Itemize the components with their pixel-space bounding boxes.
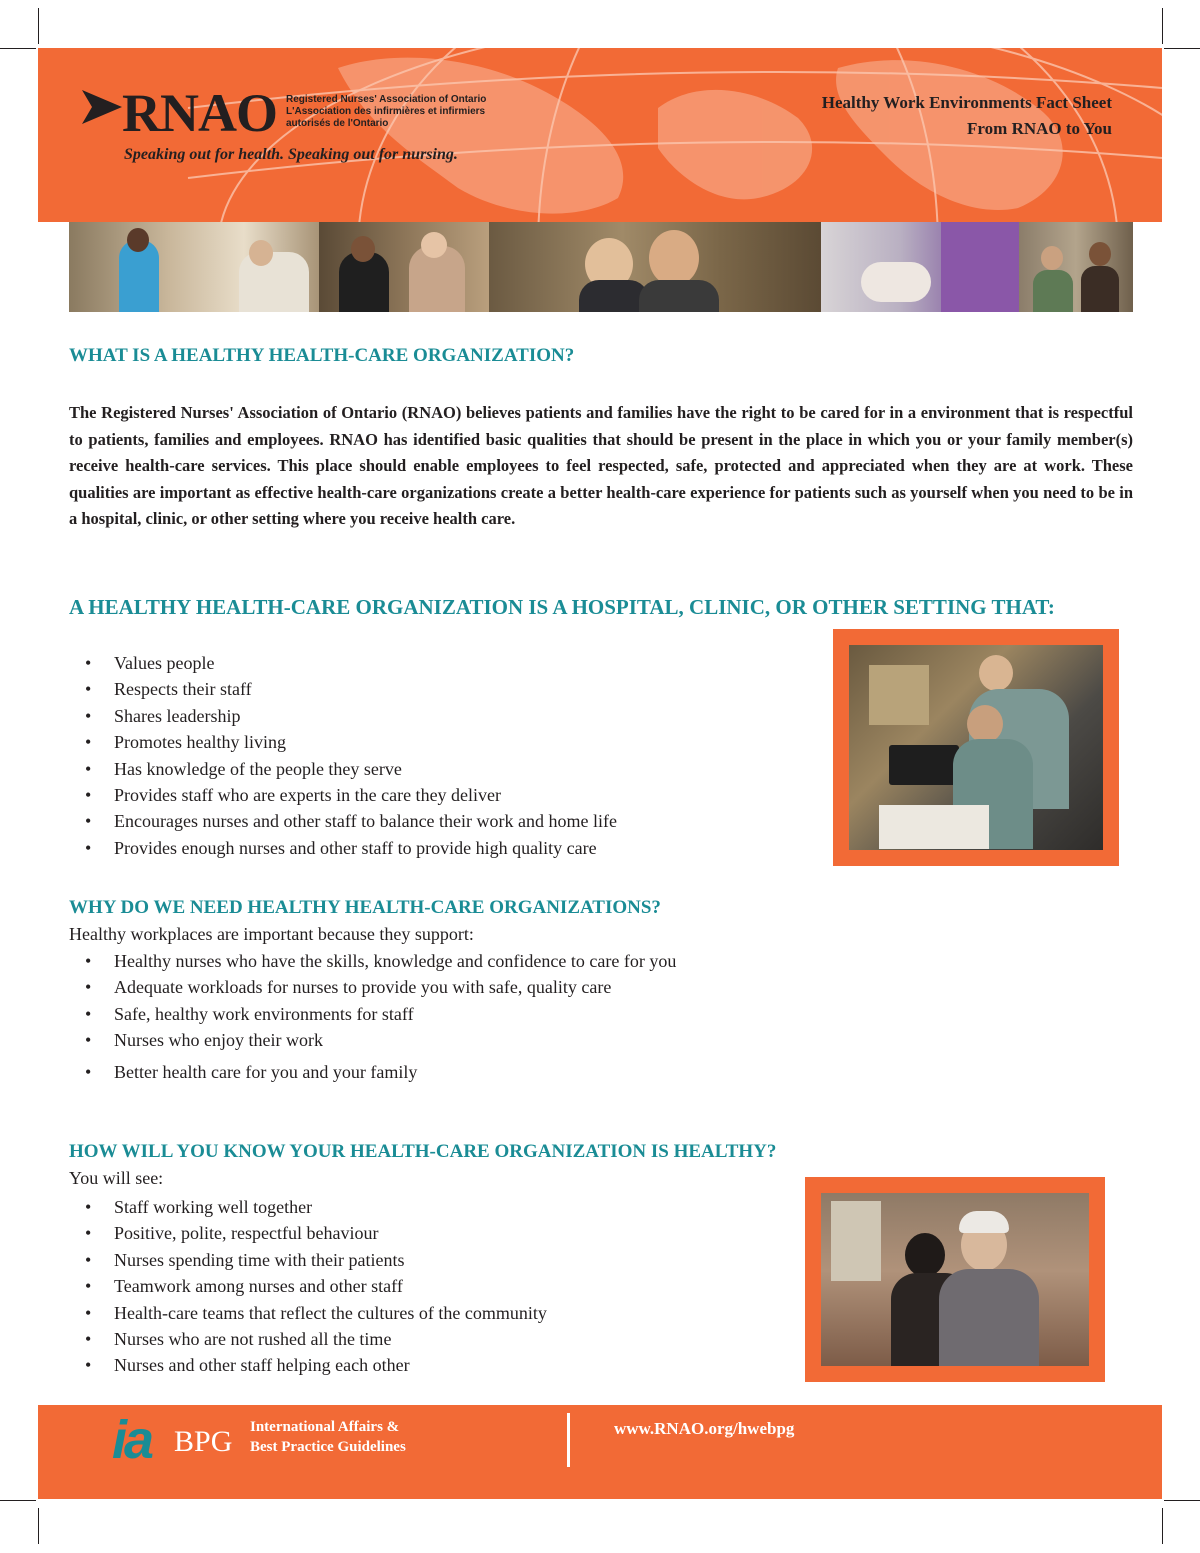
list-item: • Staff working well together xyxy=(82,1194,547,1220)
fact-sheet-line1: Healthy Work Environments Fact Sheet xyxy=(821,93,1112,112)
list-item: • Adequate workloads for nurses to provide you with safe, quality care xyxy=(82,974,676,1000)
crop-mark xyxy=(1164,1500,1200,1501)
photo-nurse-with-patient xyxy=(69,222,319,312)
rnao-arrow-icon xyxy=(82,90,122,124)
list-item: • Values people xyxy=(82,650,617,676)
photo-nurses-with-baby xyxy=(319,222,489,312)
crop-mark xyxy=(38,1508,39,1544)
list-item: • Healthy nurses who have the skills, knowledge and confidence to care for you xyxy=(82,948,676,974)
crop-mark xyxy=(1162,1508,1163,1544)
ia-bpg-label xyxy=(250,1417,406,1457)
list-item: • Nurses who enjoy their work xyxy=(82,1027,676,1053)
list-item: • Promotes healthy living xyxy=(82,729,617,755)
org-name-fr-2: autorisés de l'Ontario xyxy=(286,118,389,129)
list-item: • Nurses and other staff helping each other xyxy=(82,1352,547,1378)
section2-heading: A HEALTHY HEALTH-CARE ORGANIZATION IS A HOSPITAL, CLINIC, OR OTHER SETTING THAT: xyxy=(69,595,1055,619)
list-item: • Safe, healthy work environments for staff xyxy=(82,1001,676,1027)
section4-list xyxy=(82,1194,547,1379)
header-banner xyxy=(38,48,1162,222)
website-link[interactable]: www.RNAO.org/hwebpg xyxy=(614,1419,795,1438)
list-item: • Encourages nurses and other staff to balance their work and home life xyxy=(82,808,617,834)
section1-body: The Registered Nurses' Association of Ontario (RNAO) believes patients and families have the right to be cared for in a environment that is respectful to patients, families and employees. RNAO has identified basic qualities that should be present in the place in which you or your family member(s) receive health-care services. This place should enable employees to feel respected, safe, protected and appreciated when they are at work. These qualities are important as effective health-care organizations create a better health-care experience for patients such as yourself when you need to be in a hospital, clinic, or other setting where you receive health care. xyxy=(69,403,1133,528)
org-name-fr-1: L'Association des infirmières et infirmiers xyxy=(286,106,486,117)
section1-heading: WHAT IS A HEALTHY HEALTH-CARE ORGANIZATION? xyxy=(69,345,575,366)
section3-heading: WHY DO WE NEED HEALTHY HEALTH-CARE ORGANIZATIONS? xyxy=(69,897,661,918)
list-item: • Health-care teams that reflect the cultures of the community xyxy=(82,1300,547,1326)
org-names xyxy=(286,94,486,130)
list-item: • Provides enough nurses and other staff to provide high quality care xyxy=(82,835,617,861)
list-item: • Nurses spending time with their patients xyxy=(82,1247,547,1273)
list-item: • Respects their staff xyxy=(82,676,617,702)
photo-nurses-at-computer xyxy=(833,629,1119,866)
section3-lead: Healthy workplaces are important because they support: xyxy=(69,924,474,944)
section4-heading: HOW WILL YOU KNOW YOUR HEALTH-CARE ORGANIZATION IS HEALTHY? xyxy=(69,1141,777,1162)
photo-strip xyxy=(69,222,1133,312)
org-name-en: Registered Nurses' Association of Ontario xyxy=(286,94,487,105)
ia-bpg-line2: Best Practice Guidelines xyxy=(250,1439,406,1455)
ia-logo-mark: ia xyxy=(112,1410,152,1470)
photo-smiling-nurses xyxy=(489,222,821,312)
crop-mark xyxy=(0,48,36,49)
crop-mark xyxy=(0,1500,36,1501)
photo-nicu-care xyxy=(821,222,1019,312)
crop-mark xyxy=(1162,8,1163,44)
ia-bpg-line1: International Affairs & xyxy=(250,1419,400,1435)
list-item: • Nurses who are not rushed all the time xyxy=(82,1326,547,1352)
section4-lead: You will see: xyxy=(69,1168,164,1188)
footer-divider xyxy=(567,1413,570,1467)
crop-mark xyxy=(38,8,39,44)
crop-mark xyxy=(1164,48,1200,49)
list-item: • Teamwork among nurses and other staff xyxy=(82,1273,547,1299)
section3-list xyxy=(82,948,676,1085)
list-item: • Provides staff who are experts in the care they deliver xyxy=(82,782,617,808)
list-item: • Has knowledge of the people they serve xyxy=(82,756,617,782)
rnao-logo-text: RNAO xyxy=(122,83,277,143)
photo-staff-at-desk xyxy=(1019,222,1133,312)
footer-bar xyxy=(38,1405,1162,1499)
list-item: • Positive, polite, respectful behaviour xyxy=(82,1220,547,1246)
section2-list xyxy=(82,650,617,861)
tagline: Speaking out for health. Speaking out for nursing. xyxy=(124,146,458,163)
list-item: • Shares leadership xyxy=(82,703,617,729)
fact-sheet-line2: From RNAO to You xyxy=(967,119,1112,138)
list-item: • Better health care for you and your family xyxy=(82,1059,676,1085)
photo-nurse-hugging-patient xyxy=(805,1177,1105,1382)
bpg-logo-mark: BPG xyxy=(174,1425,233,1458)
fact-sheet-title xyxy=(822,90,1112,142)
